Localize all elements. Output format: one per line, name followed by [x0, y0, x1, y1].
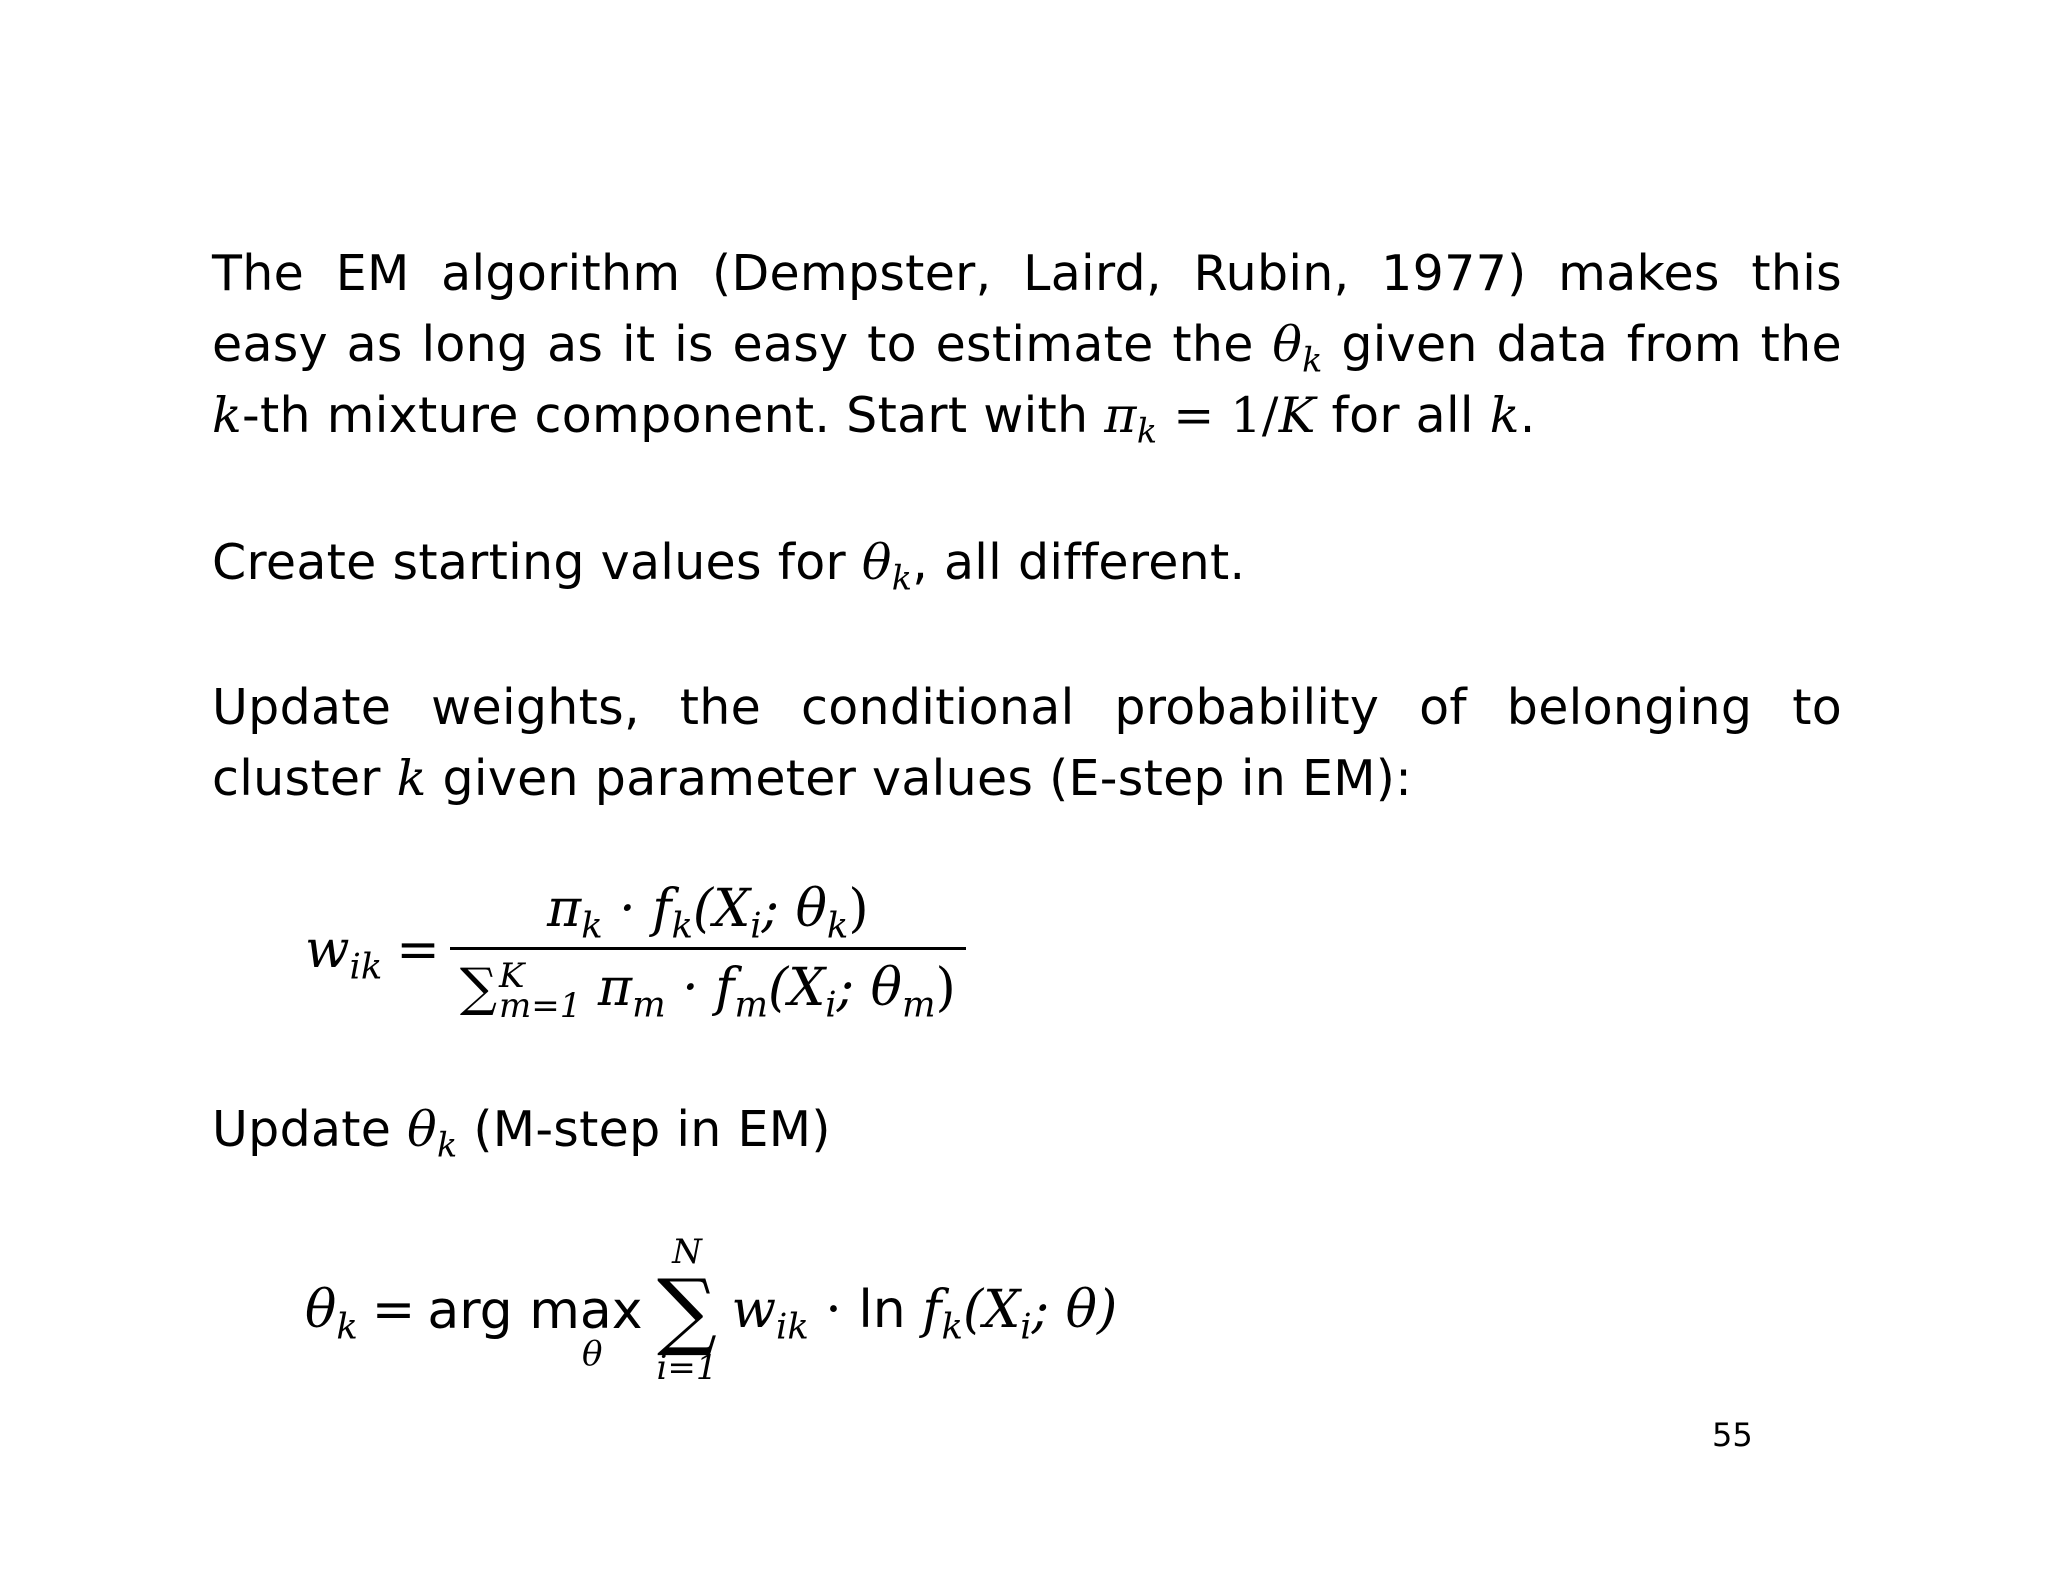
eq1-den-sub-m: m — [632, 983, 666, 1025]
equation-weights-equals: = — [396, 920, 440, 980]
eq1-den-sub: m=1 — [498, 986, 582, 1026]
eq2-dot: · — [808, 1280, 859, 1340]
equation-weights — [305, 870, 966, 1030]
p1-text-2: given data from the — [1322, 316, 1842, 373]
eq2-f: f — [905, 1280, 942, 1340]
eq1-den-theta: ; θ — [836, 957, 902, 1018]
subscript-k: k — [891, 558, 913, 598]
fraction-numerator — [537, 877, 879, 947]
symbol-K: K — [1278, 387, 1316, 444]
eq1-den-sub-m: m — [901, 983, 936, 1025]
eq1-den-limits — [498, 956, 582, 1026]
eq2-theta-sub: k — [336, 1306, 358, 1348]
symbol-theta: θ — [1272, 316, 1303, 373]
equation-m-step-lhs — [305, 1280, 358, 1348]
eq1-num-pi: π — [547, 878, 582, 939]
p1-text-1: The EM algorithm (Dempster, Laird, Rubin, 1977) makes this easy as long as it is easy to estimate the — [212, 245, 1842, 373]
eq1-den-close: ) — [935, 957, 956, 1018]
eq1-den-sum: ∑ — [459, 957, 497, 1018]
sum-upper-limit: N — [672, 1232, 702, 1272]
p2-text-2: , all different. — [912, 534, 1246, 591]
p4-text-2: (M-step in EM) — [457, 1101, 831, 1158]
eq1-den-sub-m: m — [734, 983, 768, 1025]
eq1-w-sub: ik — [349, 946, 383, 988]
symbol-k: k — [1489, 387, 1520, 444]
subscript-k: k — [436, 1125, 458, 1165]
summation-operator — [657, 1233, 718, 1387]
p1-text-5: for all — [1315, 387, 1490, 444]
symbol-k: k — [212, 387, 242, 444]
p4-text-1: Update — [212, 1101, 408, 1158]
eq1-num-X: (X — [692, 878, 751, 939]
eq1-num-sub: k — [826, 904, 849, 946]
subscript-k: k — [1136, 411, 1158, 451]
equation-m-step-equals: = — [371, 1280, 416, 1340]
p1-text-6: . — [1519, 387, 1536, 444]
argmax-label: arg max — [427, 1281, 643, 1341]
eq2-theta-close: ; θ) — [1031, 1280, 1118, 1340]
paragraph-starting-values — [212, 527, 1842, 598]
subscript-k: k — [1302, 340, 1323, 380]
eq1-den-f: · f — [665, 957, 735, 1018]
eq2-w: w — [731, 1280, 777, 1340]
sum-symbol: ∑ — [657, 1261, 717, 1359]
eq1-num-sub: k — [581, 904, 603, 946]
eq1-den-X: (X — [767, 957, 826, 1018]
eq2-theta: θ — [305, 1280, 337, 1340]
p2-text-1: Create starting values for — [212, 534, 862, 591]
fraction-denominator — [450, 950, 966, 1024]
eq2-w-sub: ik — [776, 1306, 809, 1348]
argmax-under: θ — [582, 1334, 603, 1374]
eq2-f-sub: k — [941, 1306, 963, 1348]
symbol-theta: θ — [407, 1101, 437, 1158]
fraction — [450, 877, 966, 1024]
eq1-num-sub: i — [750, 904, 762, 946]
page-number: 55 — [1712, 1416, 1753, 1454]
eq1-num-theta: ; θ — [761, 878, 827, 939]
paragraph-m-step — [212, 1094, 1842, 1165]
symbol-k: k — [396, 750, 427, 807]
eq2-X: (X — [962, 1280, 1021, 1340]
eq1-num-f: · f — [602, 878, 672, 939]
paragraph-e-step — [212, 672, 1842, 814]
p3-text-2: given parameter values (E-step in EM): — [426, 750, 1413, 807]
symbol-pi: π — [1104, 387, 1137, 444]
sum-lower-limit: i=1 — [656, 1348, 718, 1388]
eq1-num-close: ) — [848, 878, 869, 939]
p3-text-1: Update weights, the conditional probability of belonging to cluster — [212, 679, 1842, 807]
equation-m-step-body — [731, 1280, 1118, 1348]
paragraph-em-intro — [212, 238, 1842, 451]
p1-text-3: -th mixture component. Start with — [242, 387, 1105, 444]
eq1-den-pi: π — [581, 957, 633, 1018]
symbol-theta: θ — [861, 534, 892, 591]
eq2-X-sub: i — [1020, 1306, 1032, 1348]
eq1-num-sub: k — [671, 904, 693, 946]
argmax-operator — [427, 1281, 643, 1374]
equation-m-step — [305, 1225, 1117, 1395]
eq1-den-sup: K — [498, 956, 525, 996]
eq1-w: w — [305, 920, 350, 980]
p1-text-4: = 1/ — [1157, 387, 1279, 444]
eq1-den-sub-i: i — [825, 983, 837, 1025]
eq2-ln: ln — [858, 1280, 906, 1340]
equation-weights-lhs — [305, 920, 383, 988]
